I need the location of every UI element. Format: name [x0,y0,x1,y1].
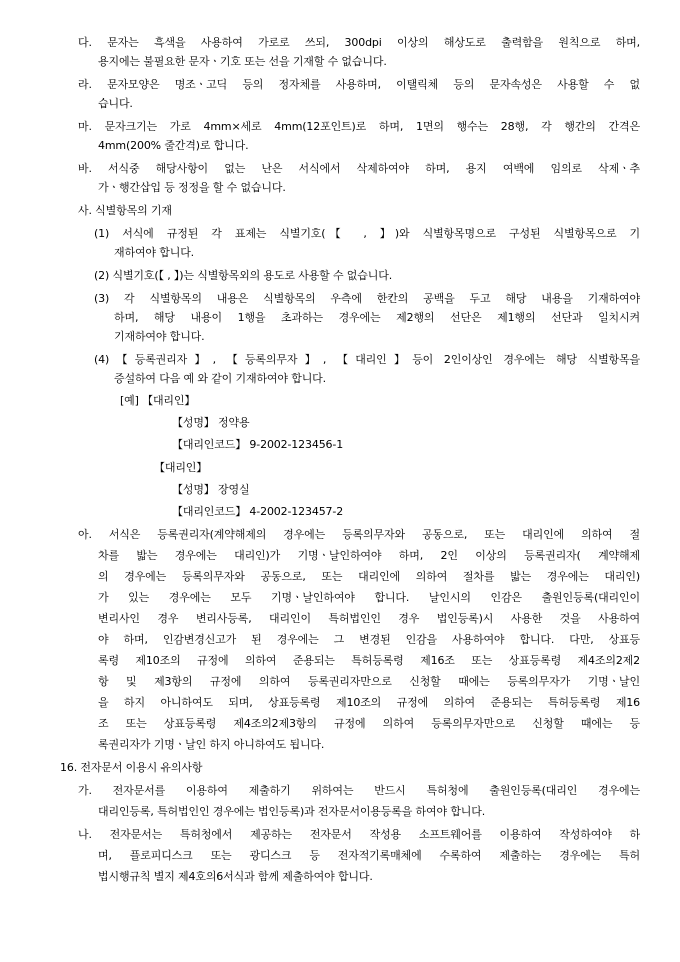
item-ra-line-1: 라. 문자모양은 명조ㆍ고딕 등의 정자체를 사용하며, 이탤릭체 등의 문자속성은 사용할 수 없 [78,78,640,91]
item-a-line-10: 조 또는 상표등록령 제4조의2제3항의 규정에 의하여 등록의무자만으로 신청할 때에는 등 [98,717,640,730]
item-ra-line-2: 습니다. [98,97,133,110]
item-sa-4-line-1: (4)【등록권리자】, 【등록의무자】, 【대리인】등이 2인이상인 경우에는 해당 식별항목을 [94,353,640,366]
example-line-6: 【대리인코드】 4-2002-123457-2 [172,505,344,518]
example-line-1: [예] 【대리인】 [120,394,196,407]
item-sa-2-line-1: (2) 식별기호(【 , 】)는 식별항목외의 용도로 사용할 수 없습니다. [94,269,393,282]
item-ba-line-2: 가ㆍ행간삽입 등 정정을 할 수 없습니다. [98,181,286,194]
item-ma-line-1: 마. 문자크기는 가로 4mm×세로 4mm(12포인트)로 하며, 1면의 행수는 28행, 각 행간의 간격은 [78,120,640,133]
item-a-line-4: 가 있는 경우에는 모두 기명ㆍ날인하여야 합니다. 날인시의 인감은 출원인등록(대리인이 [98,591,640,604]
item-ma-line-2: 4mm(200% 줄간격)로 합니다. [98,139,249,152]
item-a-line-7: 록령 제10조의 규정에 의하여 준용되는 특허등록령 제16조 또는 상표등록령 제4조의2제2 [98,654,640,667]
item-16-na-line-3: 법시행규칙 별지 제4호의6서식과 함께 제출하여야 합니다. [98,870,373,883]
item-sa-3-line-2: 하며, 해당 내용이 1행을 초과하는 경우에는 제2행의 선단은 제1행의 선단과 일치시켜 [114,311,640,324]
item-16-ga-line-2: 대리인등록, 특허법인인 경우에는 법인등록)과 전자문서이용등록을 하여야 합니다. [98,805,486,818]
item-sa-1-line-2: 재하여야 합니다. [114,246,195,259]
item-a-line-6: 야 하며, 인감변경신고가 된 경우에는 그 변경된 인감을 사용하여야 합니다. 다만, 상표등 [98,633,640,646]
item-a-line-5: 변리사인 경우 변리사등록, 대리인이 특허법인인 경우 법인등록)시 사용한 것을 사용하여 [98,612,640,625]
item-sa-4-line-2: 증설하여 다음 예 와 같이 기재하여야 합니다. [114,372,326,385]
section-16-line-1: 16. 전자문서 이용시 유의사항 [60,761,203,774]
item-a-line-1: 아. 서식은 등록권리자(계약해제의 경우에는 등록의무자와 공동으로, 또는 대리인에 의하여 절 [78,528,640,541]
item-sa-1-line-1: (1) 서식에 규정된 각 표제는 식별기호(【 , 】)와 식별항목명으로 구성된 식별항목으로 기 [94,227,640,240]
item-sa-line-1: 사. 식별항목의 기재 [78,204,172,217]
example-line-4: 【대리인】 [154,461,208,474]
item-da-line-1: 다. 문자는 흑색을 사용하여 가로로 쓰되, 300dpi 이상의 해상도로 출력함을 원칙으로 하며, [78,36,640,49]
item-da-line-2: 용지에는 불필요한 문자ㆍ기호 또는 선을 기재할 수 없습니다. [98,55,387,68]
item-ba-line-1: 바. 서식중 해당사항이 없는 난은 서식에서 삭제하여야 하며, 용지 여백에 임의로 삭제ㆍ추 [78,162,640,175]
example-line-3: 【대리인코드】 9-2002-123456-1 [172,438,344,451]
item-a-line-2: 차를 밟는 경우에는 대리인)가 기명ㆍ날인하여야 하며, 2인 이상의 등록권리자( 계약해제 [98,549,640,562]
item-a-line-11: 록권리자가 기명ㆍ날인 하지 아니하여도 됩니다. [98,738,325,751]
item-16-na-line-1: 나. 전자문서는 특허청에서 제공하는 전자문서 작성용 소프트웨어를 이용하여 작성하여야 하 [78,828,640,841]
item-sa-3-line-1: (3) 각 식별항목의 내용은 식별항목의 우측에 한칸의 공백을 두고 해당 내용을 기재하여야 [94,292,640,305]
item-16-ga-line-1: 가. 전자문서를 이용하여 제출하기 위하여는 반드시 특허청에 출원인등록(대리인 경우에는 [78,784,640,797]
item-a-line-8: 항 및 제3항의 규정에 의하여 등록권리자만으로 신청할 때에는 등록의무자가 기명ㆍ날인 [98,675,640,688]
item-sa-3-line-3: 기재하여야 합니다. [114,330,205,343]
example-line-5: 【성명】 장영실 [172,483,250,496]
item-a-line-9: 을 하지 아니하여도 되며, 상표등록령 제10조의 규정에 의하여 준용되는 특허등록령 제16 [98,696,640,709]
item-16-na-line-2: 며, 플로피디스크 또는 광디스크 등 전자적기록매체에 수록하여 제출하는 경우에는 특허 [98,849,640,862]
item-a-line-3: 의 경우에는 등록의무자와 공동으로, 또는 대리인에 의하여 절차를 밟는 경우에는 대리인) [98,570,640,583]
example-line-2: 【성명】 정약용 [172,416,250,429]
